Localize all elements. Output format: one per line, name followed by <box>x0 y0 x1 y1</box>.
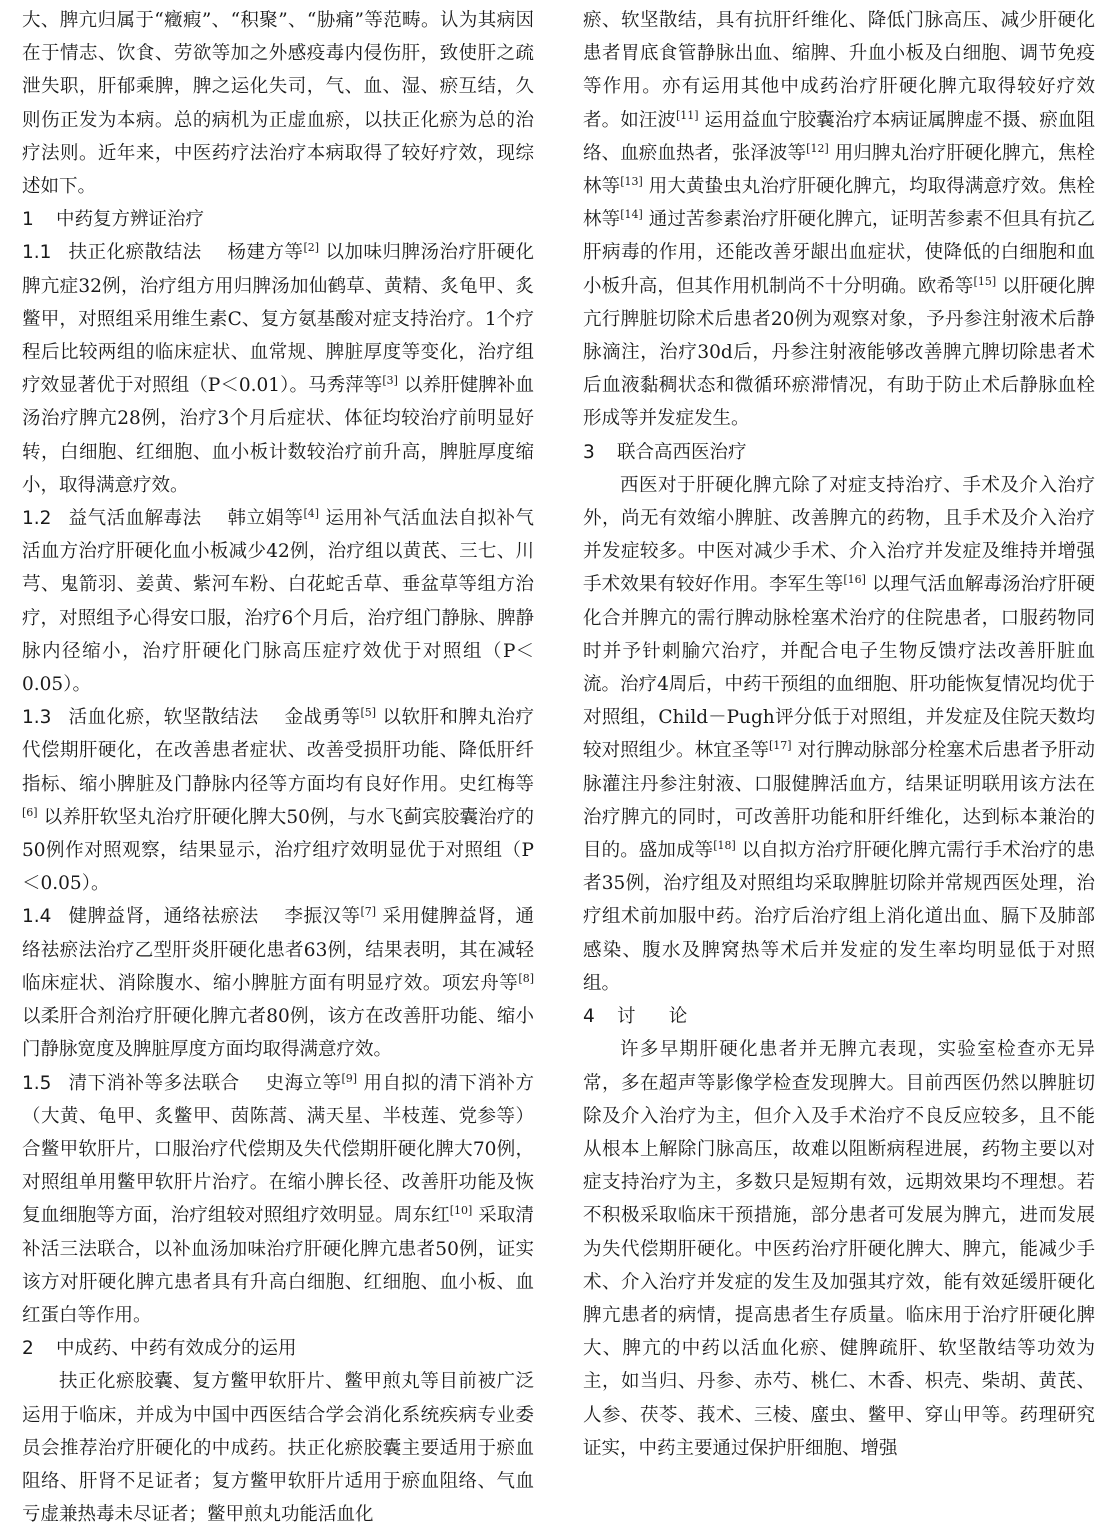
paragraph-text: 以养肝软坚丸治疗肝硬化脾大50例，与水飞蓟宾胶囊治疗的50例作对照观察，结果显示，治疗组疗效明显优于对照组（P＜0.05）。 <box>22 806 534 895</box>
citation-ref: [6] <box>22 805 38 819</box>
paragraph-text: 西医对于肝硬化脾亢除了对症支持治疗、手术及介入治疗外，尚无有效缩小脾脏、改善脾亢的药物，且手术及介入治疗并发症较多。中医对减少手术、介入治疗并发症及维持并增强手术效果有较好作用。李军生等 <box>583 474 1095 596</box>
paragraph-text: 采用健脾益肾，通络祛瘀法治疗乙型肝炎肝硬化患者63例，结果表明，其在减轻临床症状、消除腹水、缩小脾脏方面有明显疗效。项宏舟等 <box>22 906 534 994</box>
section-heading <box>583 1000 1095 1033</box>
paragraph-text: 金战勇等 <box>284 707 361 729</box>
paragraph-text: 杨建方等 <box>227 242 304 264</box>
paragraph-text: 以加味归脾汤治疗肝硬化脾亢症32例，治疗组方用归脾汤加仙鹤草、黄精、炙龟甲、炙鳖甲，对照组采用维生素C、复方氨基酸对症支持治疗。1个疗程后比较两组的临床症状、血常规、脾脏厚度等变化，治疗组疗效显著优于对照组（P＜0.01）。马秀萍等 <box>22 242 534 397</box>
paragraph <box>583 469 1095 1000</box>
citation-ref: [17] <box>768 739 792 753</box>
citation-ref: [14] <box>620 208 643 222</box>
citation-ref: [7] <box>360 905 377 919</box>
citation-ref: [5] <box>360 706 377 720</box>
subsection-number: 1.2 <box>22 508 52 530</box>
citation-ref: [11] <box>675 108 699 122</box>
paragraph-text: 许多早期肝硬化患者并无脾亢表现，实验室检查亦无异常，多在超声等影像学检查发现脾大。目前西医仍然以脾脏切除及介入治疗为主，但介入及手术治疗不良反应较多，且不能从根本上解除门脉高压，故难以阻断病程进展，药物主要以对症支持治疗为主，多数只是短期有效，远期效果均不理想。若不积极采取临床干预措施，部分患者可发展为脾亢，进而发展为失代偿期肝硬化。中医药治疗肝硬化脾大、脾亢，能减少手术、介入治疗并发症的发生及加强其疗效，能有效延缓肝硬化脾亢患者的病情，提高患者生存质量。临床用于治疗肝硬化脾大、脾亢的中药以活血化瘀、健脾疏肝、软坚散结等功效为主，如当归、丹参、赤芍、桃仁、木香、枳壳、柴胡、黄芪、人参、茯苓、莪术、三棱、䗪虫、鳖甲、穿山甲等。药理研究证实，中药主要通过保护肝细胞、增强 <box>583 1039 1095 1459</box>
paragraph-text: 以柔肝合剂治疗肝硬化脾亢者80例，该方在改善肝功能、缩小门静脉宽度及脾脏厚度方面均取得满意疗效。 <box>22 1006 534 1061</box>
paragraph-text: 瘀、软坚散结，具有抗肝纤维化、降低门脉高压、减少肝硬化患者胃底食管静脉出血、缩脾、升血小板及白细胞、调节免疫等作用。亦有运用其他中成药治疗肝硬化脾亢取得较好疗效者。如汪波 <box>583 10 1095 131</box>
paragraph-text: 李振汉等 <box>284 906 361 928</box>
subsection-paragraph <box>22 900 534 1066</box>
left-column <box>22 4 534 1531</box>
section-heading <box>22 1332 534 1365</box>
section-number: 2 <box>22 1338 34 1360</box>
citation-ref: [16] <box>843 573 866 587</box>
paragraph-text: 以理气活血解毒汤治疗肝硬化合并脾亢的需行脾动脉栓塞术治疗的住院患者，口服药物同时并予针刺腧穴治疗，并配合电子生物反馈疗法改善肝脏血流。治疗4周后，中药干预组的血细胞、肝功能恢复情况均优于对照组，Child－Pugh评分低于对照组，并发症及住院天数均较对照组少。林宜圣等 <box>583 574 1095 762</box>
right-column <box>583 4 1095 1465</box>
paragraph-text: 对行脾动脉部分栓塞术后患者予肝动脉灌注丹参注射液、口服健脾活血方，结果证明联用该方法在治疗脾亢的同时，可改善肝功能和肝纤维化，达到标本兼治的目的。盛加成等 <box>583 740 1095 862</box>
paragraph-text: 大、脾亢归属于“癥瘕”、“积聚”、“胁痛”等范畴。认为其病因在于情志、饮食、劳欲等加之外感疫毒内侵伤肝，致使肝之疏泄失职，肝郁乘脾，脾之运化失司，气、血、湿、瘀互结，久则伤正发为本病。总的病机为正虚血瘀，以扶正化瘀为总的治疗法则。近年来，中医药疗法治疗本病取得了较好疗效，现综述如下。 <box>22 10 534 198</box>
citation-ref: [2] <box>303 241 320 255</box>
paragraph-text: 用大黄蛰虫丸治疗肝硬化脾亢，均取得满意疗效。焦栓林等 <box>583 176 1095 231</box>
subsection-title: 健脾益肾，通络祛瘀法 <box>68 906 259 928</box>
paragraph-text: 以软肝和脾丸治疗代偿期肝硬化，在改善患者症状、改善受损肝功能、降低肝纤指标、缩小脾脏及门静脉内径等方面均有良好作用。史红梅等 <box>22 707 534 795</box>
subsection-title: 清下消补等多法联合 <box>68 1072 240 1094</box>
citation-ref: [12] <box>806 141 829 155</box>
subsection-number: 1.3 <box>22 707 52 729</box>
paragraph-text: 韩立娟等 <box>227 508 304 530</box>
section-number: 4 <box>583 1006 595 1028</box>
citation-ref: [8] <box>518 971 534 985</box>
paragraph-text: 以养肝健脾补血汤治疗脾亢28例，治疗3个月后症状、体征均较治疗前明显好转，白细胞、红细胞、血小板计数较治疗前升高，脾脏厚度缩小，取得满意疗效。 <box>22 375 534 496</box>
paragraph-text: 采取清补活三法联合，以补血汤加味治疗肝硬化脾亢患者50例，证实该方对肝硬化脾亢患者具有升高白细胞、红细胞、血小板、血红蛋白等作用。 <box>22 1205 534 1326</box>
subsection-paragraph <box>22 1067 534 1333</box>
subsection-title: 扶正化瘀散结法 <box>68 242 202 264</box>
subsection-number: 1.5 <box>22 1072 52 1094</box>
section-title: 讨论 <box>616 1006 721 1028</box>
section-title: 联合高西医治疗 <box>616 441 747 463</box>
paragraph-text: 以自拟方治疗肝硬化脾亢需行手术治疗的患者35例，治疗组及对照组均采取脾脏切除并常规西医处理，治疗组术前加服中药。治疗后治疗组上消化道出血、膈下及肺部感染、腹水及脾窝热等术后并发症的发生率均明显低于对照组。 <box>583 840 1095 994</box>
citation-ref: [15] <box>973 274 997 288</box>
citation-ref: [9] <box>341 1071 358 1085</box>
section-heading <box>22 203 534 236</box>
paragraph-text: 通过苦参素治疗肝硬化脾亢，证明苦参素不但具有抗乙肝病毒的作用，还能改善牙龈出血症状，使降低的白细胞和血小板升高，但其作用机制尚不十分明确。欧希等 <box>583 209 1095 297</box>
paragraph-text: 用自拟的清下消补方（大黄、龟甲、炙鳖甲、茵陈蒿、满天星、半枝莲、党参等）合鳖甲软肝片，口服治疗代偿期及失代偿期肝硬化脾大70例，对照组单用鳖甲软肝片治疗。在缩小脾长径、改善肝功能及恢复血细胞等方面，治疗组较对照组疗效明显。周东红 <box>22 1072 534 1227</box>
paragraph <box>583 4 1095 436</box>
subsection-paragraph <box>22 502 534 701</box>
citation-ref: [13] <box>620 175 643 189</box>
subsection-number: 1.4 <box>22 906 52 928</box>
subsection-title: 活血化瘀，软坚散结法 <box>68 707 259 729</box>
subsection-paragraph <box>22 236 534 502</box>
paragraph <box>22 4 534 203</box>
citation-ref: [18] <box>713 839 736 853</box>
subsection-number: 1.1 <box>22 242 52 264</box>
citation-ref: [4] <box>303 507 320 521</box>
paragraph <box>22 1365 534 1531</box>
subsection-title: 益气活血解毒法 <box>68 508 202 530</box>
citation-ref: [3] <box>382 374 398 388</box>
section-number: 3 <box>583 441 595 463</box>
paragraph <box>583 1033 1095 1465</box>
paragraph-text: 运用补气活血法自拟补气活血方治疗肝硬化血小板减少42例，治疗组以黄芪、三七、川芎、鬼箭羽、姜黄、紫河车粉、白花蛇舌草、垂盆草等组方治疗，对照组予心得安口服，治疗6个月后，治疗组门静脉、脾静脉内径缩小，治疗肝硬化门脉高压症疗效优于对照组（P＜0.05）。 <box>22 508 534 696</box>
section-heading <box>583 436 1095 469</box>
paragraph-text: 以肝硬化脾亢行脾脏切除术后患者20例为观察对象，予丹参注射液术后静脉滴注，治疗30d后，丹参注射液能够改善脾亢脾切除患者术后血液黏稠状态和微循环瘀滞情况，有助于防止术后静脉血栓形成等并发症发生。 <box>583 275 1095 430</box>
paragraph-text: 扶正化瘀胶囊、复方鳖甲软肝片、鳖甲煎丸等目前被广泛运用于临床，并成为中国中西医结合学会消化系统疾病专业委员会推荐治疗肝硬化的中成药。扶正化瘀胶囊主要适用于瘀血阻络、肝肾不足证者；复方鳖甲软肝片适用于瘀血阻络、气血亏虚兼热毒未尽证者；鳖甲煎丸功能活血化 <box>22 1371 534 1526</box>
section-title: 中药复方辨证治疗 <box>55 209 204 231</box>
paragraph-text: 运用益血宁胶囊治疗本病证属脾虚不摄、瘀血阻络、血瘀血热者，张泽波等 <box>583 109 1095 164</box>
section-title: 中成药、中药有效成分的运用 <box>55 1338 297 1360</box>
section-number: 1 <box>22 209 34 231</box>
paragraph-text: 史海立等 <box>265 1072 342 1094</box>
subsection-paragraph <box>22 701 534 900</box>
citation-ref: [10] <box>449 1204 473 1218</box>
paragraph-text: 用归脾丸治疗肝硬化脾亢，焦栓林等 <box>583 142 1095 198</box>
